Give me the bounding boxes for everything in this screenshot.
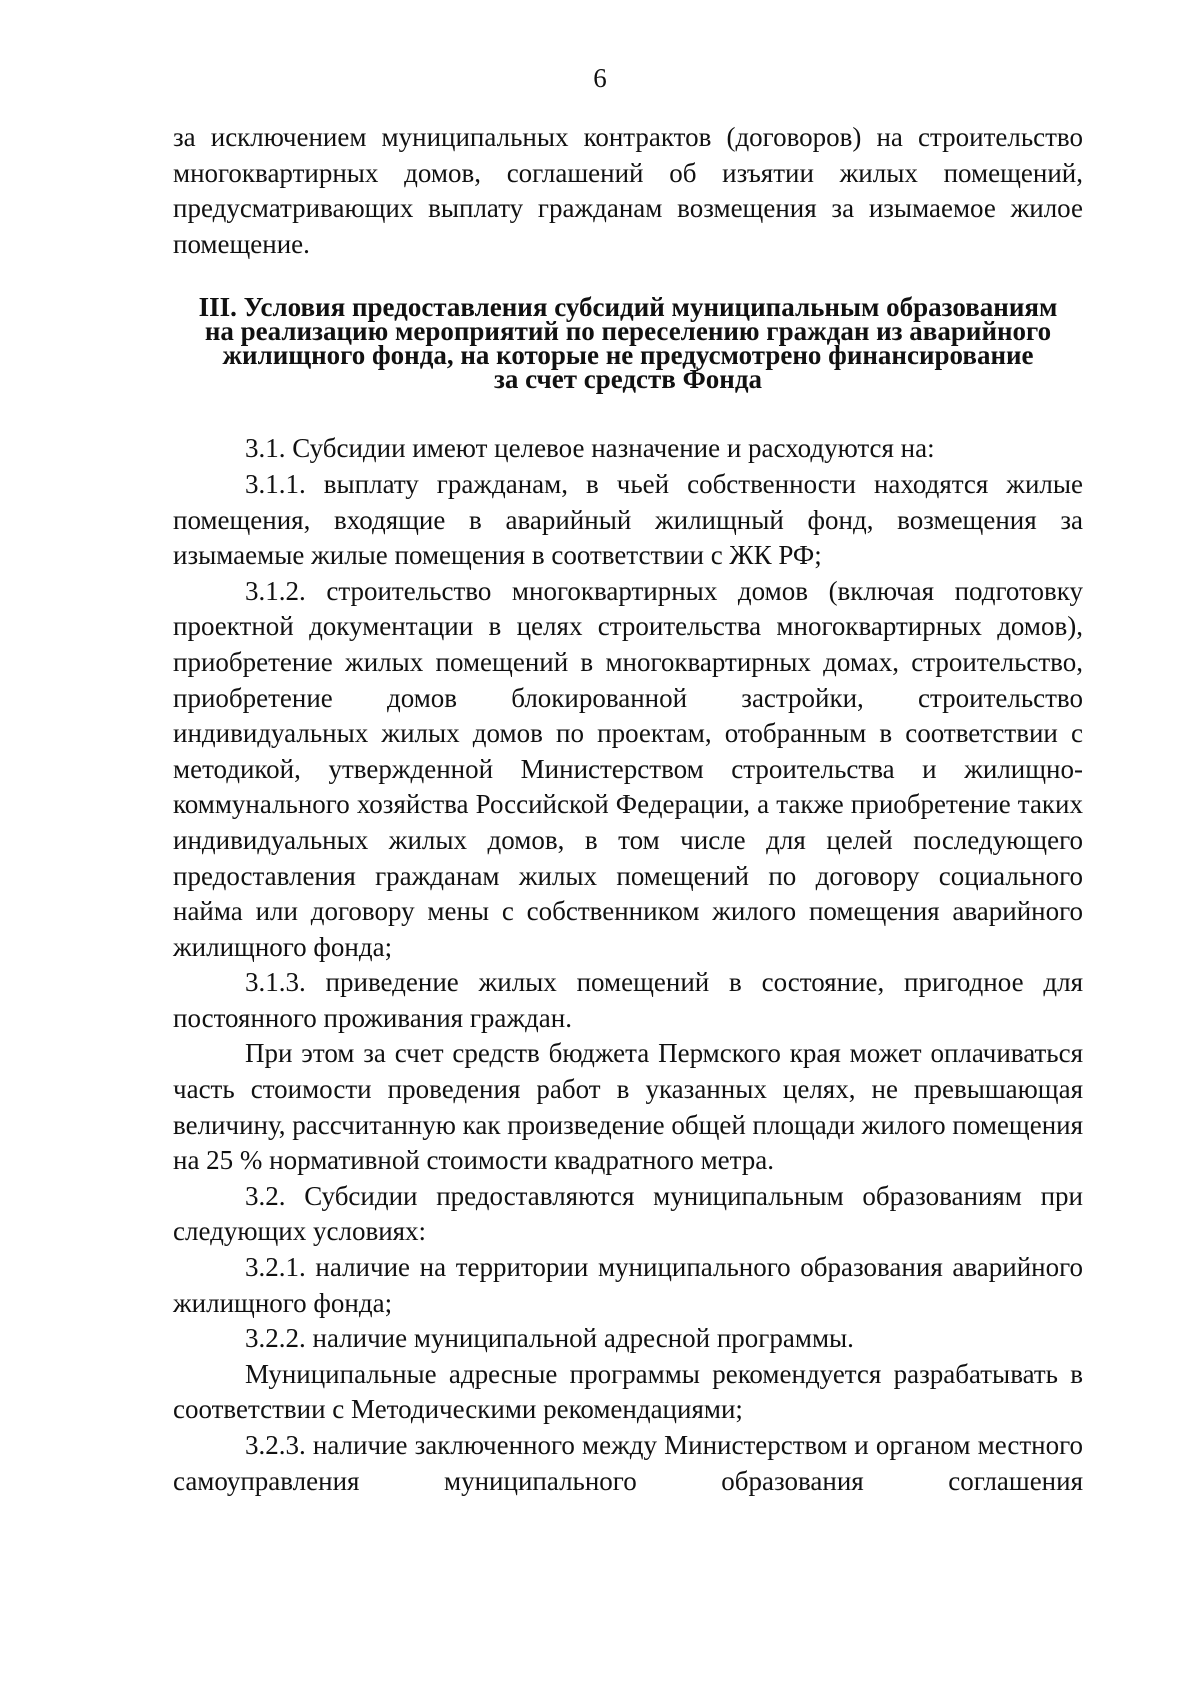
paragraph-3-1-2: 3.1.2. строительство многоквартирных домов (включая подготовку проектной документации в целях строительства многоквартирных домов), приобретение жилых помещений в многоквартирных домах, строительство, приобретение домов блокированной застройки, строительство индивидуальных жилых домов по проектам, отобранным в соответствии с методикой, утвержденной Министерством строительства и жилищно-коммунального хозяйства Российской Федерации, а также приобретение таких индивидуальных жилых домов, в том числе для целей последующего предоставления гражданам жилых помещений по договору социального найма или договору мены с собственником жилого помещения аварийного жилищного фонда; — [173, 575, 1083, 962]
section-heading-line: за счет средств Фонда — [493, 364, 763, 395]
paragraph-3-1-1: 3.1.1. выплату гражданам, в чьей собственности находятся жилые помещения, входящие в аварийный жилищный фонд, возмещения за изымаемые жилые помещения в соответствии с ЖК РФ; — [173, 468, 1083, 571]
section-heading-line: жилищного фонда, на которые не предусмотрено финансирование — [222, 340, 1034, 371]
paragraph-3-2: 3.2. Субсидии предоставляются муниципальным образованиям при следующих условиях: — [173, 1180, 1083, 1247]
section-heading-line: на реализацию мероприятий по переселению граждан из аварийного — [204, 316, 1052, 347]
paragraph-3-2-3: 3.2.3. наличие заключенного между Министерством и органом местного самоуправления муниципального образования соглашения — [173, 1430, 1083, 1496]
section-heading-line: III. Условия предоставления субсидий муниципальным образованиям — [198, 292, 1058, 323]
paragraph-budget-note: При этом за счет средств бюджета Пермского края может оплачиваться часть стоимости проведения работ в указанных целях, не превышающая величину, рассчитанную как произведение общей площади жилого помещения на 25 % нормативной стоимости квадратного метра. — [173, 1038, 1084, 1176]
intro-paragraph: за исключением муниципальных контрактов (договоров) на строительство многоквартирных домов, соглашений об изъятии жилых помещений, предусматривающих выплату гражданам возмещения за изымаемое жилое помещение. — [173, 122, 1083, 259]
paragraph-3-1: 3.1. Субсидии имеют целевое назначение и расходуются на: — [245, 433, 935, 464]
paragraph-3-2-1: 3.2.1. наличие на территории муниципального образования аварийного жилищного фонда; — [173, 1252, 1083, 1318]
page-number: 6 — [593, 63, 607, 93]
paragraph-programs-note: Муниципальные адресные программы рекомендуется разрабатывать в соответствии с Методическими рекомендациями; — [173, 1358, 1083, 1425]
document-body — [173, 120, 1083, 1499]
paragraph-3-2-2: 3.2.2. наличие муниципальной адресной программы. — [245, 1323, 854, 1354]
section-heading — [173, 292, 1083, 395]
paragraph-3-1-3: 3.1.3. приведение жилых помещений в состояние, пригодное для постоянного проживания граждан. — [173, 967, 1083, 1033]
